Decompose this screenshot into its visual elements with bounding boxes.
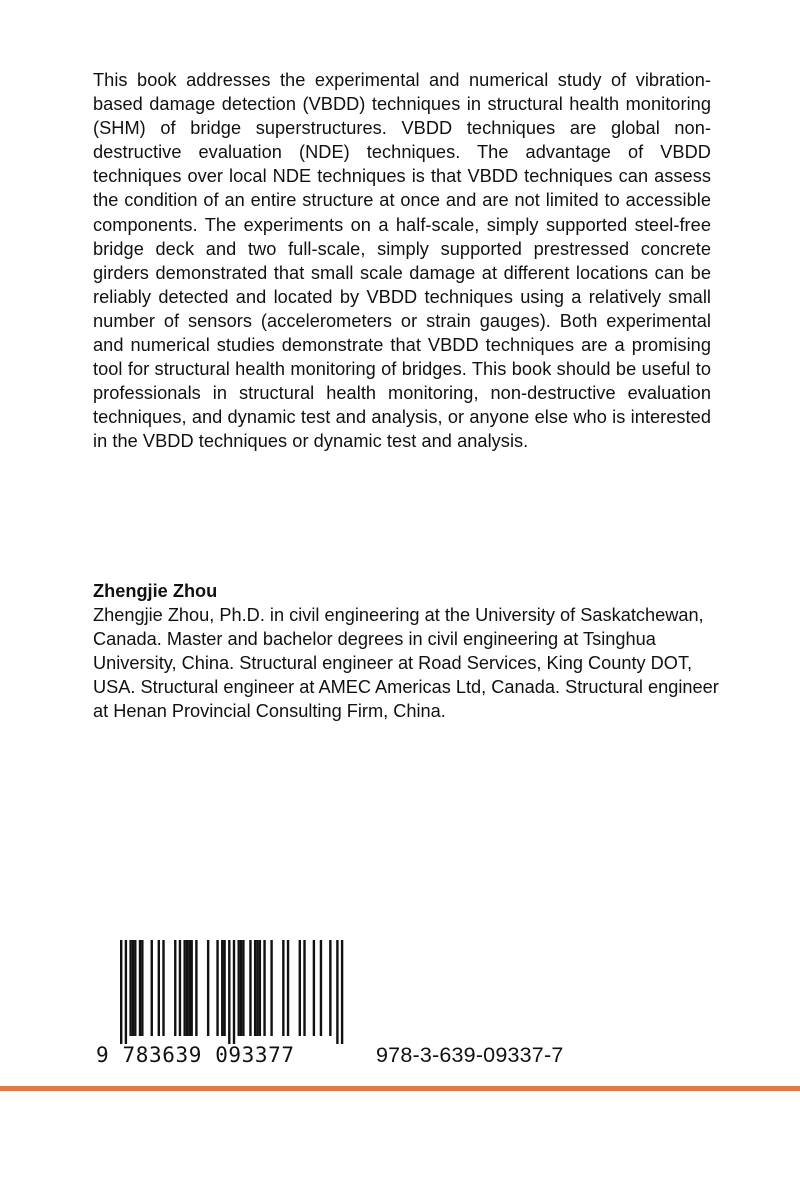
barcode-bar [282, 940, 284, 1036]
barcode-bar [125, 940, 127, 1044]
barcode-bar [151, 940, 153, 1036]
isbn-barcode [96, 940, 366, 1068]
barcode-bar [158, 940, 160, 1036]
barcode-bar [162, 940, 164, 1036]
accent-rule [0, 1086, 800, 1091]
barcode-bar [254, 940, 256, 1036]
barcode-bar [249, 940, 251, 1036]
isbn-number: 978-3-639-09337-7 [376, 1043, 564, 1067]
barcode-bar [329, 940, 331, 1036]
barcode-bar [120, 940, 122, 1044]
author-bio: Zhengjie Zhou, Ph.D. in civil engineering at the University of Saskatchewan, Canada. Master and bachelor degrees in civil engineering at Tsinghua University, China. Structural engineer at Road Services, King County DOT, USA. Structural engineer at AMEC Americas Ltd, Canada. Structural engineer at Henan Provincial Consulting Firm, China. [93, 605, 719, 722]
barcode-bar [233, 940, 235, 1044]
barcode-bar [341, 940, 343, 1044]
barcode-bar [259, 940, 261, 1036]
barcode-bar [221, 940, 223, 1036]
barcode-bar [207, 940, 209, 1036]
barcode-bar [195, 940, 197, 1036]
barcode-bar [191, 940, 193, 1036]
barcode-digits: 9 783639 093377 [96, 1043, 295, 1067]
barcode-bar [303, 940, 305, 1036]
barcode-bar [188, 940, 190, 1036]
barcode-bar [263, 940, 265, 1036]
barcode-bars [96, 940, 366, 1044]
barcode-bar [179, 940, 181, 1036]
barcode-bar [313, 940, 315, 1036]
barcode-bar [242, 940, 244, 1036]
book-description: This book addresses the experimental and numerical study of vibration-based damage detection (VBDD) techniques in structural health monitoring (SHM) of bridge superstructures. VBDD techniques are global non-destructive evaluation (NDE) techniques. The advantage of VBDD techniques over local NDE techniques is that VBDD techniques can assess the condition of an entire structure at once and are not limited to accessible components. The experiments on a half-scale, simply supported steel-free bridge deck and two full-scale, simply supported prestressed concrete girders demonstrated that small scale damage at different locations can be reliably detected and located by VBDD techniques using a relatively small number of sensors (accelerometers or strain gauges). Both experimental and numerical studies demonstrate that VBDD techniques are a promising tool for structural health monitoring of bridges. This book should be useful to professionals in structural health monitoring, non-destructive evaluation techniques, and dynamic test and analysis, or anyone else who is interested in the VBDD techniques or dynamic test and analysis. [93, 70, 711, 452]
barcode-bar [139, 940, 141, 1036]
barcode-bar [299, 940, 301, 1036]
barcode-bar [270, 940, 272, 1036]
barcode-bar [129, 940, 131, 1036]
barcode-bar [186, 940, 188, 1036]
barcode-bar [320, 940, 322, 1036]
barcode-bar [132, 940, 134, 1036]
barcode-bar [141, 940, 143, 1036]
barcode-bar [238, 940, 240, 1036]
barcode-bar [223, 940, 225, 1036]
barcode-bar [336, 940, 338, 1044]
barcode-bar [183, 940, 185, 1036]
author-section [93, 579, 733, 724]
barcode-bar [287, 940, 289, 1036]
barcode-bar [216, 940, 218, 1036]
author-name: Zhengjie Zhou [93, 581, 218, 601]
barcode-bar [228, 940, 230, 1044]
barcode-bar [256, 940, 258, 1036]
barcode-bar [134, 940, 136, 1036]
barcode-bar [240, 940, 242, 1036]
barcode-bar [174, 940, 176, 1036]
